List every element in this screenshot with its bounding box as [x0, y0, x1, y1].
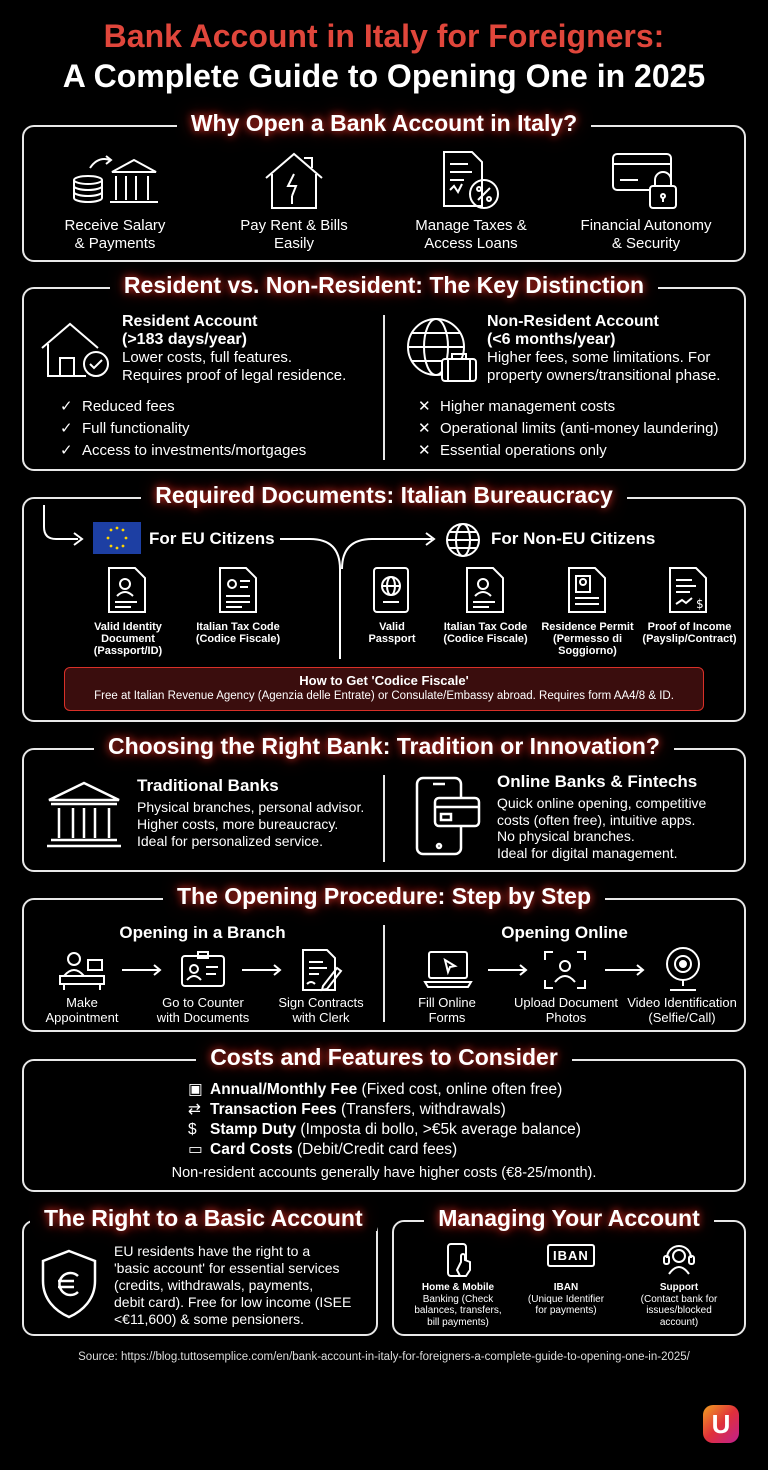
- branch-step-3b: with Clerk: [292, 1010, 350, 1025]
- resident-divider: [383, 315, 385, 460]
- bank-building-icon: [45, 780, 123, 850]
- eu-doc-1c: (Passport/ID): [93, 645, 163, 657]
- manage-1-line-2: balances, transfers,: [414, 1305, 502, 1316]
- eu-doc-1b: Document: [101, 633, 155, 645]
- manage-3-bold: Support: [659, 1282, 699, 1293]
- tax-code-icon: [218, 566, 258, 614]
- passport-icon: [371, 566, 411, 614]
- why-label-1a: Receive Salary: [64, 217, 166, 234]
- check-icon: ✓: [60, 420, 73, 437]
- house-plug-icon: [262, 150, 326, 212]
- online-line-2: costs (often free), intuitive apps.: [497, 811, 696, 828]
- tax-document-icon: [440, 150, 502, 212]
- cost-item: ⇄ Transaction Fees (Transfers, withdrawals): [188, 1101, 506, 1118]
- x-icon: ✕: [418, 420, 431, 437]
- arrow-icon: [240, 962, 286, 978]
- noneu-doc-3a: Residence Permit: [541, 621, 634, 633]
- traditional-line-2: Higher costs, more bureaucracy.: [137, 816, 339, 832]
- codice-fiscale-box: [64, 667, 704, 711]
- traditional-line-1: Physical branches, personal advisor.: [137, 799, 365, 815]
- basic-line-3: (credits, withdrawals, payments,: [114, 1277, 314, 1293]
- basic-line-4: debit card). Free for low income (ISEE: [114, 1294, 352, 1310]
- traditional-heading: Traditional Banks: [137, 776, 279, 795]
- online-step-1a: Fill Online: [418, 995, 476, 1010]
- card-icon: ▭: [188, 1141, 203, 1158]
- mobile-tap-icon: [445, 1242, 475, 1278]
- why-label-3b: Access Loans: [424, 235, 518, 252]
- basic-title: The Right to a Basic Account: [30, 1205, 377, 1231]
- card-lock-icon: [610, 150, 680, 212]
- branch-heading: Opening in a Branch: [119, 923, 286, 942]
- resident-point: ✓ Full functionality: [60, 420, 190, 437]
- manage-1-bold: Home & Mobile: [421, 1282, 495, 1293]
- bank-coins-icon: [70, 150, 160, 212]
- check-icon: ✓: [60, 398, 73, 415]
- noneu-doc-2a: Italian Tax Code: [443, 621, 528, 633]
- id-document-icon: [107, 566, 147, 614]
- manage-3-line-3: account): [659, 1316, 699, 1328]
- manage-2-line-2: for payments): [535, 1305, 597, 1316]
- nonresident-point: ✕ Higher management costs: [418, 398, 616, 415]
- banks-divider: [383, 775, 385, 862]
- documents-title: Required Documents: Italian Bureaucracy: [141, 482, 627, 508]
- title-line-1: Bank Account in Italy for Foreigners:: [103, 18, 665, 54]
- nonresident-heading-1: Non-Resident Account: [487, 313, 659, 330]
- why-label-1b: & Payments: [74, 235, 156, 252]
- support-headset-icon: [661, 1242, 697, 1276]
- noneu-doc-4b: (Payslip/Contract): [642, 633, 737, 645]
- counter-id-icon: [180, 950, 226, 990]
- resident-heading-2: (>183 days/year): [122, 331, 247, 348]
- online-step-1b: Forms: [428, 1010, 466, 1025]
- manage-2-bold: IBAN: [553, 1282, 579, 1293]
- why-label-2b: Easily: [273, 235, 314, 252]
- resident-desc-1: Lower costs, full features.: [122, 349, 293, 366]
- online-line-3: No physical branches.: [497, 828, 635, 844]
- manage-3-line-2: issues/blocked: [646, 1305, 712, 1316]
- arrow-icon: [120, 962, 166, 978]
- cost-item: $ Stamp Duty (Imposta di bollo, >€5k average balance): [188, 1121, 581, 1138]
- upload-photo-icon: [543, 950, 587, 990]
- house-check-icon: [40, 318, 112, 380]
- resident-title: Resident vs. Non-Resident: The Key Distinction: [110, 272, 658, 298]
- x-icon: ✕: [418, 442, 431, 459]
- resident-desc-2: Requires proof of legal residence.: [122, 367, 347, 384]
- noneu-doc-4a: Proof of Income: [647, 621, 732, 633]
- manage-2-line-1: (Unique Identifier: [527, 1293, 605, 1305]
- nonresident-point: ✕ Essential operations only: [418, 442, 607, 459]
- procedure-title: The Opening Procedure: Step by Step: [163, 883, 605, 909]
- procedure-divider: [383, 925, 385, 1022]
- globe-suitcase-icon: [404, 315, 480, 385]
- iban-icon: IBAN: [547, 1244, 595, 1267]
- manage-1-line-3: bill payments): [427, 1316, 489, 1328]
- branch-step-1b: Appointment: [45, 1010, 119, 1025]
- eu-doc-2b: (Codice Fiscale): [195, 633, 281, 645]
- svg-text:$: $: [696, 597, 704, 611]
- money-bag-icon: $: [188, 1121, 197, 1138]
- branch-step-1a: Make: [66, 995, 98, 1010]
- codice-fiscale-title: How to Get 'Codice Fiscale': [299, 673, 469, 688]
- manage-1-line-1: Banking (Check: [422, 1293, 494, 1305]
- why-label-4b: & Security: [611, 235, 681, 252]
- noneu-doc-2b: (Codice Fiscale): [443, 633, 528, 645]
- banks-title: Choosing the Right Bank: Tradition or Innovation?: [94, 733, 674, 759]
- basic-line-1: EU residents have the right to a: [114, 1243, 311, 1259]
- online-line-4: Ideal for digital management.: [497, 844, 678, 861]
- branch-step-2a: Go to Counter: [162, 995, 244, 1010]
- income-proof-icon: [668, 566, 708, 614]
- globe-icon: [445, 522, 481, 558]
- appointment-desk-icon: [58, 950, 106, 992]
- noneu-doc-3b: (Permesso di: [552, 633, 623, 645]
- costs-title: Costs and Features to Consider: [196, 1044, 572, 1070]
- mobile-card-icon: [413, 776, 483, 856]
- why-label-2a: Pay Rent & Bills: [240, 217, 348, 234]
- residence-permit-icon: [567, 566, 607, 614]
- online-heading: Online Banks & Fintechs: [497, 772, 698, 791]
- eu-doc-1a: Valid Identity: [94, 621, 162, 633]
- title-line-2: A Complete Guide to Opening One in 2025: [62, 58, 706, 94]
- check-icon: ✓: [60, 442, 73, 459]
- traditional-line-3: Ideal for personalized service.: [137, 833, 323, 849]
- branch-step-2b: with Documents: [156, 1010, 250, 1025]
- resident-point: ✓ Reduced fees: [60, 398, 175, 415]
- transfer-hand-icon: ⇄: [188, 1101, 201, 1118]
- why-label-4a: Financial Autonomy: [580, 217, 712, 234]
- nonresident-point: ✕ Operational limits (anti-money laundering): [418, 420, 719, 437]
- online-proc-heading: Opening Online: [501, 923, 628, 942]
- online-step-3a: Video Identification: [627, 995, 737, 1010]
- noneu-citizens-label: For Non-EU Citizens: [491, 529, 656, 548]
- online-step-2b: Photos: [545, 1010, 587, 1025]
- webcam-icon: [662, 946, 704, 992]
- nonresident-heading-2: (<6 months/year): [487, 331, 616, 348]
- why-label-3a: Manage Taxes &: [415, 217, 527, 234]
- laptop-form-icon: [423, 950, 473, 990]
- online-step-2a: Upload Document: [513, 995, 619, 1010]
- tax-code-icon: [465, 566, 505, 614]
- noneu-doc-1b: Passport: [368, 633, 416, 645]
- calendar-icon: ▣: [188, 1081, 203, 1098]
- codice-fiscale-text: Free at Italian Revenue Agency (Agenzia delle Entrate) or Consulate/Embassy abroad. Requires form AA4/8 & ID.: [94, 690, 674, 702]
- costs-note: Non-resident accounts generally have higher costs (€8-25/month).: [171, 1165, 597, 1181]
- euro-shield-icon: [38, 1248, 100, 1320]
- manage-3-line-1: (Contact bank for: [640, 1293, 718, 1305]
- sign-contract-icon: [301, 948, 343, 992]
- resident-point: ✓ Access to investments/mortgages: [60, 442, 307, 459]
- resident-heading-1: Resident Account: [122, 313, 258, 330]
- arrow-icon: [486, 962, 532, 978]
- managing-title: Managing Your Account: [424, 1205, 714, 1231]
- online-line-1: Quick online opening, competitive: [497, 795, 707, 811]
- eu-citizens-label: For EU Citizens: [149, 529, 275, 548]
- online-step-3b: (Selfie/Call): [648, 1010, 716, 1025]
- arrow-icon: [603, 962, 649, 978]
- nonresident-desc-1: Higher fees, some limitations. For: [487, 349, 711, 366]
- cost-item: ▭ Card Costs (Debit/Credit card fees): [188, 1141, 458, 1158]
- nonresident-desc-2: property owners/transitional phase.: [487, 367, 721, 384]
- basic-line-5: <€11,600) & some pensioners.: [114, 1311, 305, 1327]
- source-link[interactable]: Source: https://blog.tuttosemplice.com/en/bank-account-in-italy-for-foreigners-a-complete-guide-to-opening-one-in-2025/: [78, 1351, 690, 1363]
- branch-step-3a: Sign Contracts: [278, 995, 364, 1010]
- basic-line-2: 'basic account' for essential services: [114, 1260, 340, 1276]
- x-icon: ✕: [418, 398, 431, 415]
- cost-item: ▣ Annual/Monthly Fee (Fixed cost, online often free): [188, 1081, 563, 1098]
- brand-logo: U: [703, 1405, 739, 1443]
- noneu-doc-3c: Soggiorno): [558, 645, 617, 657]
- why-title: Why Open a Bank Account in Italy?: [177, 110, 591, 136]
- eu-flag-icon: [93, 522, 141, 554]
- eu-doc-2a: Italian Tax Code: [196, 621, 280, 633]
- noneu-doc-1a: Valid: [379, 621, 405, 633]
